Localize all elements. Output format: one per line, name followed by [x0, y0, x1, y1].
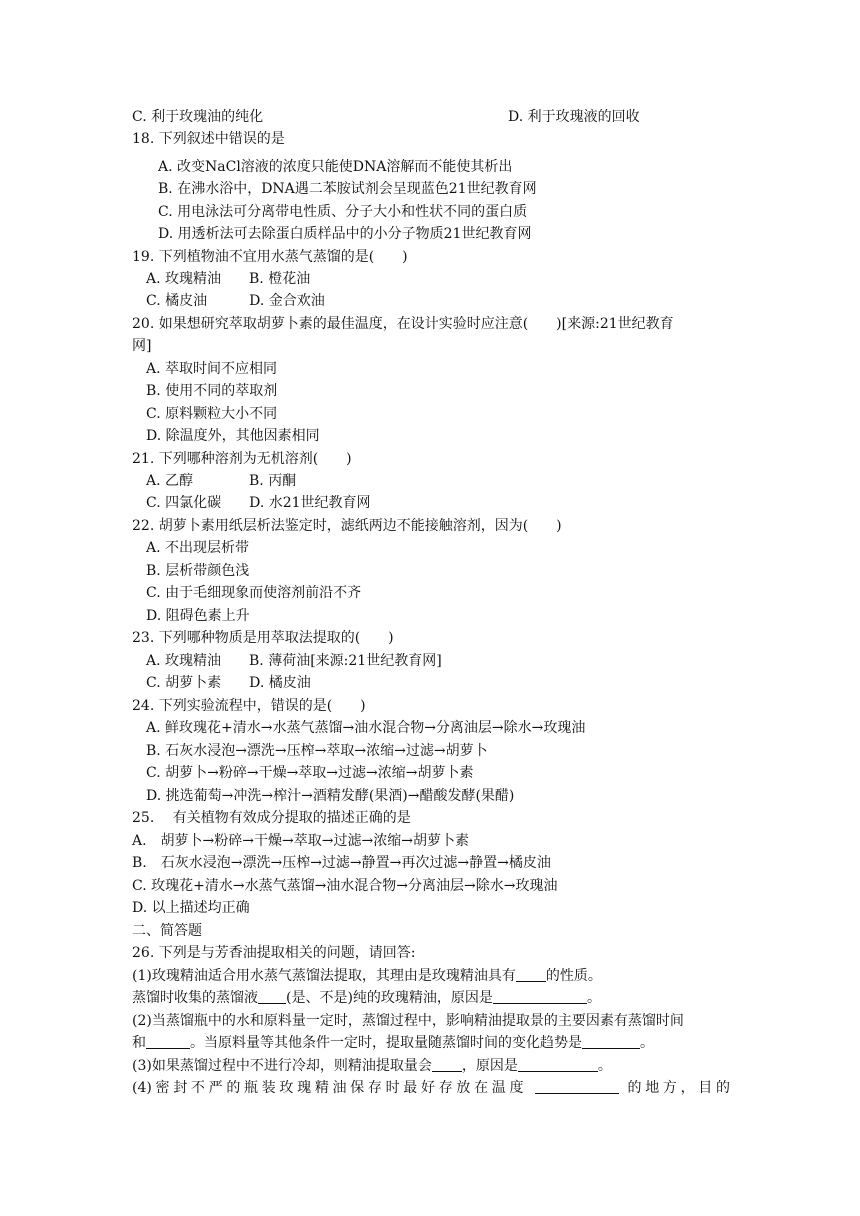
- q26-2-text-b: 和: [132, 1035, 146, 1051]
- question-20: 20. 如果想研究萃取胡萝卜素的最佳温度，在设计实验时应注意( )[来源:21世纪教育: [132, 316, 674, 332]
- option-20a: A. 萃取时间不应相同: [146, 361, 278, 377]
- answer-blank-4[interactable]: [146, 1033, 190, 1049]
- option-24a: A. 鲜玫瑰花+清水→水蒸气蒸馏→油水混合物→分离油层→除水→玫瑰油: [146, 720, 586, 736]
- question-24: 24. 下列实验流程中，错误的是( ): [132, 698, 366, 714]
- question-26-part-2: (2)当蒸馏瓶中的水和原料量一定时，蒸馏过程中，影响精油提取景的主要因素有蒸馏时间: [132, 1013, 684, 1029]
- question-26-part-1: [132, 965, 602, 987]
- answer-blank-3[interactable]: [493, 988, 587, 1004]
- option-17d: D. 利于玫瑰液的回收: [508, 109, 640, 125]
- q26-3-text-b: ，原因是: [461, 1058, 518, 1074]
- q26-4-text-b: 的地方，目的: [627, 1080, 731, 1096]
- q26-3-text-c: 。: [597, 1058, 612, 1074]
- option-21cd: C. 四氯化碳 D. 水21世纪教育网: [146, 495, 371, 511]
- answer-blank-6[interactable]: [432, 1056, 462, 1072]
- option-20b: B. 使用不同的萃取剂: [146, 383, 278, 399]
- answer-blank-2[interactable]: [258, 988, 286, 1004]
- option-17c: C. 利于玫瑰油的纯化: [132, 109, 264, 125]
- question-26: 26. 下列是与芳香油提取相关的问题，请回答:: [132, 945, 416, 961]
- q26-2-text-d: 。: [640, 1035, 654, 1051]
- option-22d: D. 阻碍色素上升: [146, 608, 250, 624]
- question-23: 23. 下列哪种物质是用萃取法提取的( ): [132, 630, 394, 646]
- option-19ab: A. 玫瑰精油 B. 橙花油: [146, 271, 311, 287]
- q26-1-text-d: (是、不是)纯的玫瑰精油，原因是: [286, 990, 493, 1006]
- question-22: 22. 胡萝卜素用纸层析法鉴定时，滤纸两边不能接触溶剂，因为( ): [132, 518, 562, 534]
- option-20c: C. 原料颗粒大小不同: [146, 406, 278, 422]
- option-18d: D. 用透析法可去除蛋白质样品中的小分子物质21世纪教育网: [158, 226, 532, 242]
- question-20-wrap: 网]: [132, 338, 152, 354]
- section-heading-short-answer: 二、简答题: [132, 923, 202, 939]
- question-26-part-1-cont: [132, 987, 601, 1009]
- option-18a: A. 改变NaCl溶液的浓度只能使DNA溶解而不能使其析出: [158, 159, 513, 175]
- question-25: 25. 有关植物有效成分提取的描述正确的是: [132, 810, 411, 826]
- question-18: 18. 下列叙述中错误的是: [132, 131, 285, 147]
- option-23ab: A. 玫瑰精油 B. 薄荷油[来源:21世纪教育网]: [146, 653, 442, 669]
- option-18b: B. 在沸水浴中，DNA遇二苯胺试剂会呈现蓝色21世纪教育网: [158, 181, 537, 197]
- q26-1-text-b: 的性质。: [545, 968, 602, 984]
- option-20d: D. 除温度外，其他因素相同: [146, 428, 320, 444]
- answer-blank-5[interactable]: [582, 1033, 640, 1049]
- option-25b: B. 石灰水浸泡→漂洗→压榨→过滤→静置→再次过滤→静置→橘皮油: [132, 855, 551, 871]
- option-24d: D. 挑选葡萄→冲洗→榨汁→酒精发酵(果酒)→醋酸发酵(果醋): [146, 788, 515, 804]
- answer-blank-8[interactable]: [535, 1078, 619, 1094]
- answer-blank-7[interactable]: [518, 1056, 598, 1072]
- question-21: 21. 下列哪种溶剂为无机溶剂( ): [132, 451, 352, 467]
- q26-1-text-a: (1)玫瑰精油适合用水蒸气蒸馏法提取，其理由是玫瑰精油具有: [132, 968, 516, 984]
- question-26-part-2-cont: [132, 1032, 654, 1054]
- option-25c: C. 玫瑰花+清水→水蒸气蒸馏→油水混合物→分离油层→除水→玫瑰油: [132, 878, 558, 894]
- question-26-part-3: [132, 1055, 612, 1077]
- option-24c: C. 胡萝卜→粉碎→干燥→萃取→过滤→浓缩→胡萝卜素: [146, 765, 474, 781]
- option-22b: B. 层析带颜色浅: [146, 563, 250, 579]
- question-26-part-4: [132, 1077, 730, 1099]
- q26-1-text-e: 。: [586, 990, 601, 1006]
- option-25a: A. 胡萝卜→粉碎→干燥→萃取→过滤→浓缩→胡萝卜素: [132, 833, 469, 849]
- option-23cd: C. 胡萝卜素 D. 橘皮油: [146, 675, 311, 691]
- question-19: 19. 下列植物油不宜用水蒸气蒸馏的是( ): [132, 249, 408, 265]
- option-18c: C. 用电泳法可分离带电性质、分子大小和性状不同的蛋白质: [158, 204, 528, 220]
- option-22a: A. 不出现层析带: [146, 540, 250, 556]
- option-24b: B. 石灰水浸泡→漂洗→压榨→萃取→浓缩→过滤→胡萝卜: [146, 743, 488, 759]
- option-25d: D. 以上描述均正确: [132, 900, 250, 916]
- q26-2-text-c: 。当原料量等其他条件一定时，提取量随蒸馏时间的变化趋势是: [190, 1035, 582, 1051]
- answer-blank-1[interactable]: [516, 966, 546, 982]
- q26-4-text-a: (4)密封不严的瓶装玫瑰精油保存时最好存放在温度: [132, 1080, 528, 1096]
- option-19cd: C. 橘皮油 D. 金合欢油: [146, 293, 325, 309]
- q26-3-text-a: (3)如果蒸馏过程中不进行冷却，则精油提取量会: [132, 1058, 432, 1074]
- option-21ab: A. 乙醇 B. 丙酮: [146, 473, 297, 489]
- option-22c: C. 由于毛细现象而使溶剂前沿不齐: [146, 585, 362, 601]
- q26-1-text-c: 蒸馏时收集的蒸馏液: [132, 990, 258, 1006]
